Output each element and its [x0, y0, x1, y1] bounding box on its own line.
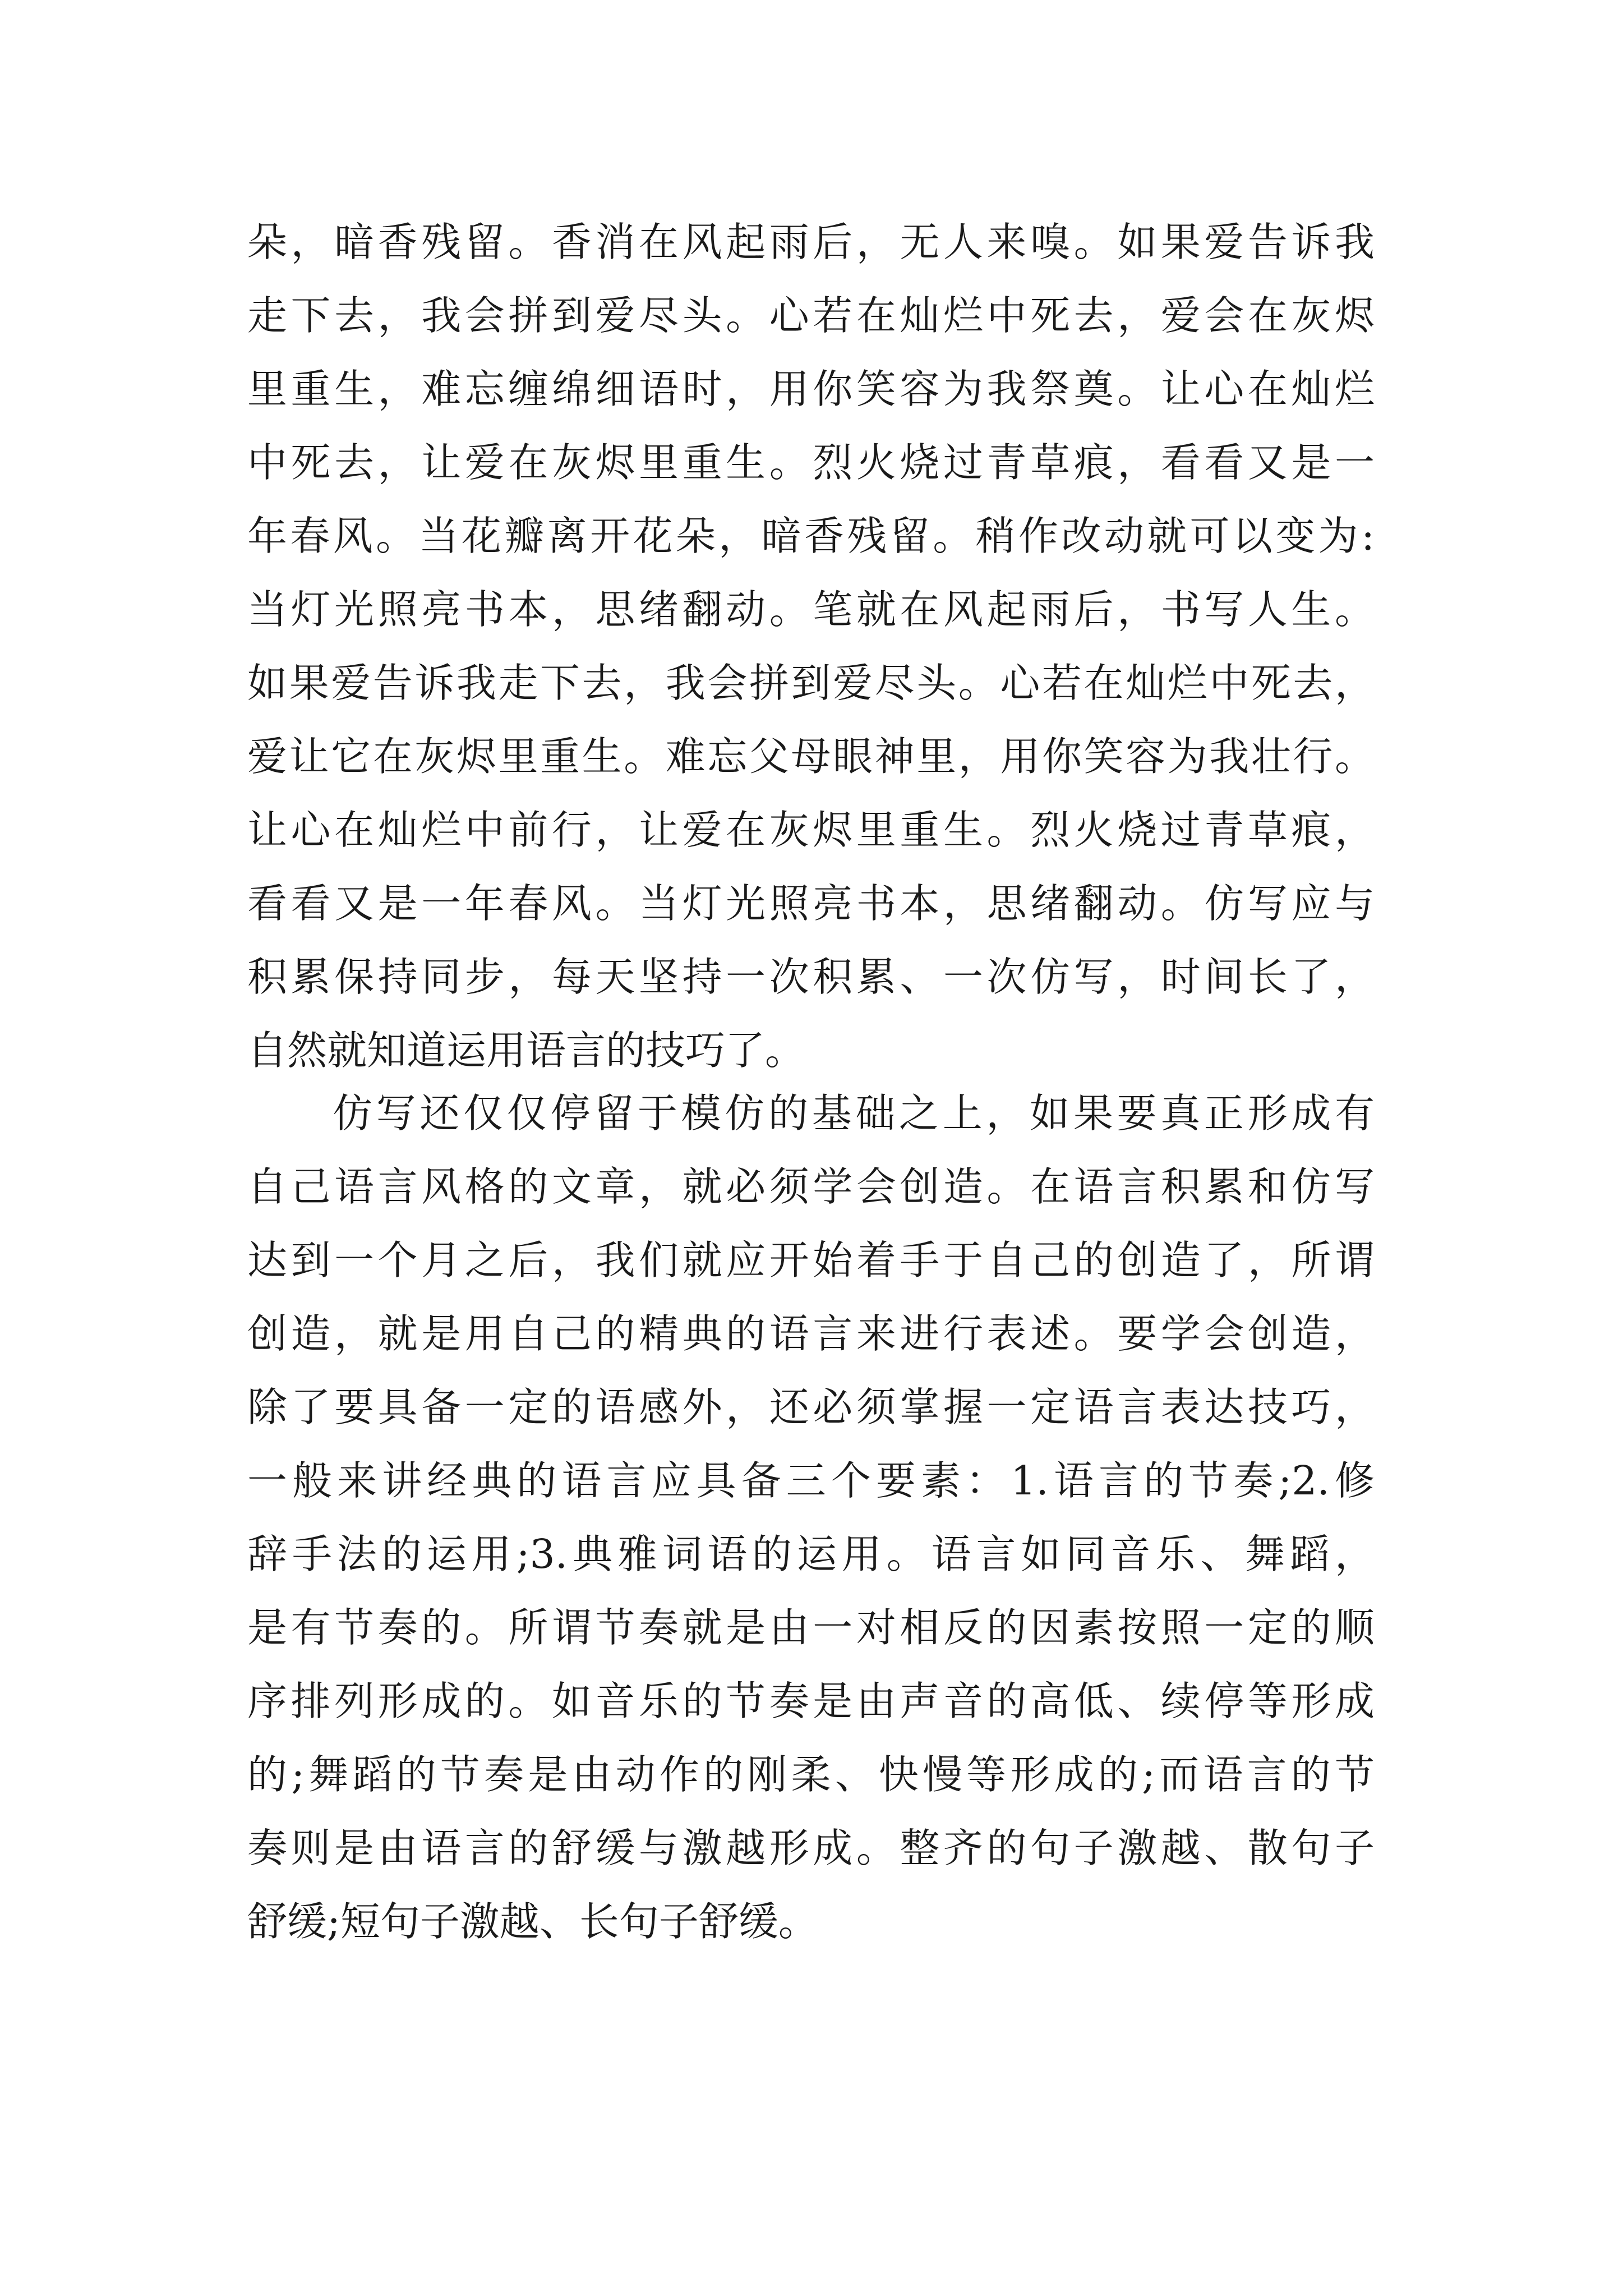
paragraph-2-line-7: 辞手法的运用;3.典雅词语的运用。语言如同音乐、舞蹈， — [247, 1531, 1375, 1577]
paragraph-2-line-6: 一般来讲经典的语言应具备三个要素：1.语言的节奏;2.修 — [247, 1457, 1375, 1504]
paragraph-2-line-8: 是有节奏的。所谓节奏就是由一对相反的因素按照一定的顺 — [247, 1604, 1375, 1651]
paragraph-1-line-8: 爱让它在灰烬里重生。难忘父母眼神里，用你笑容为我壮行。 — [247, 733, 1375, 780]
paragraph-1-line-4: 中死去，让爱在灰烬里重生。烈火烧过青草痕，看看又是一 — [247, 439, 1375, 486]
paragraph-1-line-6: 当灯光照亮书本，思绪翻动。笔就在风起雨后，书写人生。 — [247, 586, 1375, 633]
paragraph-2-line-9: 序排列形成的。如音乐的节奏是由声音的高低、续停等形成 — [247, 1678, 1375, 1724]
paragraph-1-line-2: 走下去，我会拼到爱尽头。心若在灿烂中死去，爱会在灰烬 — [247, 292, 1375, 339]
paragraph-1-line-1: 朵，暗香残留。香消在风起雨后，无人来嗅。如果爱告诉我 — [247, 219, 1375, 265]
paragraph-2-line-11: 奏则是由语言的舒缓与激越形成。整齐的句子激越、散句子 — [247, 1825, 1375, 1871]
paragraph-1-line-7: 如果爱告诉我走下去，我会拼到爱尽头。心若在灿烂中死去， — [247, 660, 1375, 706]
paragraph-2-line-10: 的;舞蹈的节奏是由动作的刚柔、快慢等形成的;而语言的节 — [247, 1751, 1375, 1798]
paragraph-1-line-10: 看看又是一年春风。当灯光照亮书本，思绪翻动。仿写应与 — [247, 880, 1375, 927]
paragraph-1-line-11: 积累保持同步，每天坚持一次积累、一次仿写，时间长了， — [247, 954, 1375, 1000]
paragraph-1-line-3: 里重生，难忘缠绵细语时，用你笑容为我祭奠。让心在灿烂 — [247, 366, 1375, 412]
paragraph-1-line-9: 让心在灿烂中前行，让爱在灰烬里重生。烈火烧过青草痕， — [247, 807, 1375, 853]
paragraph-2-line-2: 自己语言风格的文章，就必须学会创造。在语言积累和仿写 — [247, 1163, 1375, 1210]
paragraph-2-line-5: 除了要具备一定的语感外，还必须掌握一定语言表达技巧， — [247, 1384, 1375, 1430]
paragraph-2-line-1: 仿写还仅仅停留于模仿的基础之上，如果要真正形成有 — [333, 1090, 1375, 1137]
paragraph-2-line-4: 创造，就是用自己的精典的语言来进行表述。要学会创造， — [247, 1310, 1375, 1357]
paragraph-2-line-12: 舒缓;短句子激越、长句子舒缓。 — [247, 1898, 818, 1945]
paragraph-1-line-5: 年春风。当花瓣离开花朵，暗香残留。稍作改动就可以变为: — [247, 513, 1375, 559]
paragraph-2-line-3: 达到一个月之后，我们就应开始着手于自己的创造了，所谓 — [247, 1237, 1375, 1283]
paragraph-1-line-12: 自然就知道运用语言的技巧了。 — [247, 1027, 805, 1074]
